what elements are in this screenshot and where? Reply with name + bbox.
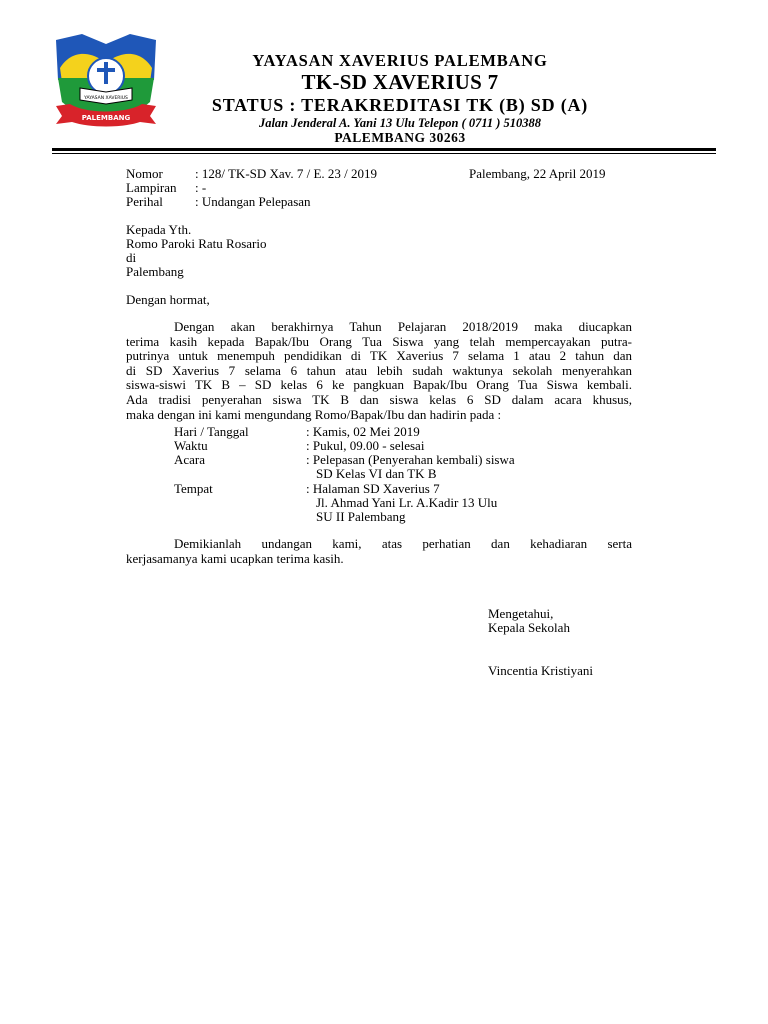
logo-cross — [104, 62, 108, 84]
recipient-line-2: Romo Paroki Ratu Rosario — [126, 236, 267, 251]
logo-ribbon-text: PALEMBANG — [81, 114, 131, 122]
school-logo — [50, 30, 162, 128]
event-acara-label: Acara — [174, 452, 206, 467]
event-tempat-value-3: SU II Palembang — [316, 509, 406, 524]
logo-book-text: YAYASAN XAVERIUS — [84, 96, 128, 101]
event-tempat-value: : Halaman SD Xaverius 7 — [306, 481, 440, 496]
place-date: Palembang, 22 April 2019 — [469, 166, 606, 181]
body-line: di SD Xaverius 7 selama 6 tahun atau lebih sudah waktunya sekolah menyerahkan — [126, 362, 632, 378]
nomor-label: Nomor — [126, 166, 163, 181]
event-acara-value: : Pelepasan (Penyerahan kembali) siswa — [306, 452, 515, 467]
foundation-name: YAYASAN XAVERIUS PALEMBANG — [252, 51, 548, 70]
header-rule-thin — [52, 153, 716, 154]
school-address: Jalan Jenderal A. Yani 13 Ulu Telepon ( 0711 ) 510388 — [258, 116, 542, 130]
lampiran-label: Lampiran — [126, 180, 177, 195]
event-tempat-label: Tempat — [174, 481, 213, 496]
closing-line: Demikianlah undangan kami, atas perhatian dan kehadiaran serta — [174, 536, 632, 551]
recipient-line-1: Kepada Yth. — [126, 222, 192, 237]
signature-acknowledge: Mengetahui, — [488, 606, 554, 621]
perihal-label: Perihal — [126, 194, 163, 209]
salutation: Dengan hormat, — [126, 292, 210, 307]
event-tempat-value-2: Jl. Ahmad Yani Lr. A.Kadir 13 Ulu — [316, 495, 498, 510]
nomor-value: : 128/ TK-SD Xav. 7 / E. 23 / 2019 — [195, 166, 377, 181]
body-line: Ada tradisi penyerahan siswa TK B dan siswa kelas 6 SD dalam acara khusus, — [126, 391, 632, 407]
school-name: TK-SD XAVERIUS 7 — [301, 70, 499, 94]
closing-line: kerjasamanya kami ucapkan terima kasih. — [126, 550, 344, 566]
body-line: siswa-siswi TK B – SD kelas 6 ke pangkuan Bapak/Ibu Orang Tua Siswa kembali. — [126, 377, 632, 393]
event-hari-value: : Kamis, 02 Mei 2019 — [306, 424, 420, 439]
signature-name: Vincentia Kristiyani — [488, 663, 593, 678]
lampiran-value: : - — [195, 180, 207, 195]
body-line: maka dengan ini kami mengundang Romo/Bapak/Ibu dan hadirin pada : — [126, 406, 502, 422]
event-acara-value-2: SD Kelas VI dan TK B — [316, 466, 437, 481]
recipient-line-4: Palembang — [126, 264, 184, 279]
perihal-value: : Undangan Pelepasan — [195, 194, 311, 209]
closing-paragraph — [126, 537, 632, 566]
header-rule-thick — [52, 148, 716, 151]
body-line: putrinya untuk menempuh pendidikan di TK Xaverius 7 selama 1 atau 2 tahun dan — [126, 348, 632, 364]
recipient-line-3: di — [126, 250, 137, 265]
body-line: terima kasih kepada Bapak/Ibu Orang Tua Siswa yang telah mempercayakan putra- — [126, 333, 632, 349]
school-city: PALEMBANG 30263 — [334, 130, 466, 145]
signature-title: Kepala Sekolah — [488, 620, 570, 635]
event-waktu-value: : Pukul, 09.00 - selesai — [306, 438, 425, 453]
event-waktu-label: Waktu — [174, 438, 208, 453]
accreditation-status: STATUS : TERAKREDITASI TK (B) SD (A) — [211, 95, 589, 115]
event-hari-label: Hari / Tanggal — [174, 424, 249, 439]
body-line: Dengan akan berakhirnya Tahun Pelajaran 2018/2019 maka diucapkan — [174, 319, 632, 334]
body-paragraph — [126, 320, 632, 422]
